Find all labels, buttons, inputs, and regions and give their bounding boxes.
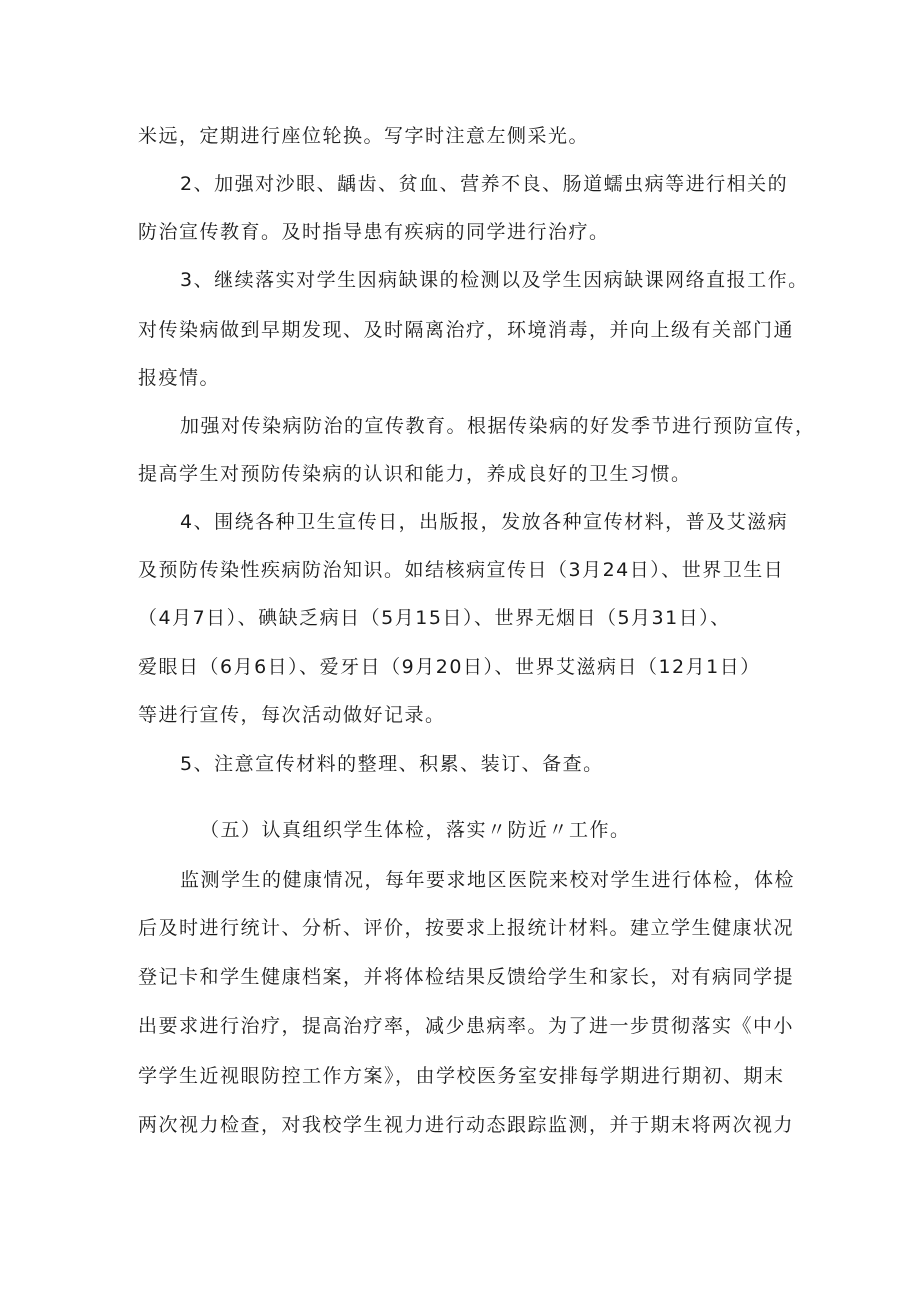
- text-line: 4、围绕各种卫生宣传日，出版报，发放各种宣传材料，普及艾滋病: [180, 511, 789, 533]
- text-line: 报疫情。: [138, 367, 221, 389]
- text-line: 2、加强对沙眼、龋齿、贫血、营养不良、肠道蠕虫病等进行相关的: [180, 173, 789, 195]
- text-line: 学学生近视眼防控工作方案》，由学校医务室安排每学期进行期初、期末: [138, 1065, 785, 1087]
- text-line: 对传染病做到早期发现、及时隔离治疗，环境消毒，并向上级有关部门通: [138, 319, 795, 341]
- text-line: 两次视力检查，对我校学生视力进行动态跟踪监测，并于期末将两次视力: [138, 1114, 795, 1136]
- text-line: 出要求进行治疗，提高治疗率，减少患病率。为了进一步贯彻落实《中小: [138, 1015, 795, 1037]
- text-line: 爱眼日（6月6日）、爱牙日（9月20日）、世界艾滋病日（12月1日）: [138, 656, 761, 678]
- text-line: 及预防传染性疾病防治知识。如结核病宣传日（3月24日）、世界卫生日: [138, 559, 785, 581]
- text-line: 防治宣传教育。及时指导患有疾病的同学进行治疗。: [138, 221, 610, 243]
- text-line: 后及时进行统计、分析、评价，按要求上报统计材料。建立学生健康状况: [138, 917, 795, 939]
- text-line: 米远，定期进行座位轮换。写字时注意左侧采光。: [138, 125, 590, 147]
- text-line: 监测学生的健康情况，每年要求地区医院来校对学生进行体检，体检: [180, 869, 796, 891]
- text-line: 等进行宣传，每次活动做好记录。: [138, 704, 446, 726]
- text-line: 3、继续落实对学生因病缺课的检测以及学生因病缺课网络直报工作。: [180, 269, 809, 291]
- text-line: 5、注意宣传材料的整理、积累、装订、备查。: [180, 753, 604, 775]
- text-line: 登记卡和学生健康档案，并将体检结果反馈给学生和家长，对有病同学提: [138, 966, 795, 988]
- text-line: （4月7日）、碘缺乏病日（5月15日）、世界无烟日（5月31日）、: [138, 607, 731, 629]
- text-line: 提高学生对预防传染病的认识和能力，养成良好的卫生习惯。: [138, 463, 692, 485]
- section-heading: （五）认真组织学生体检，落实〃防近〃工作。: [200, 819, 631, 841]
- text-line: 加强对传染病防治的宣传教育。根据传染病的好发季节进行预防宣传，: [180, 415, 816, 437]
